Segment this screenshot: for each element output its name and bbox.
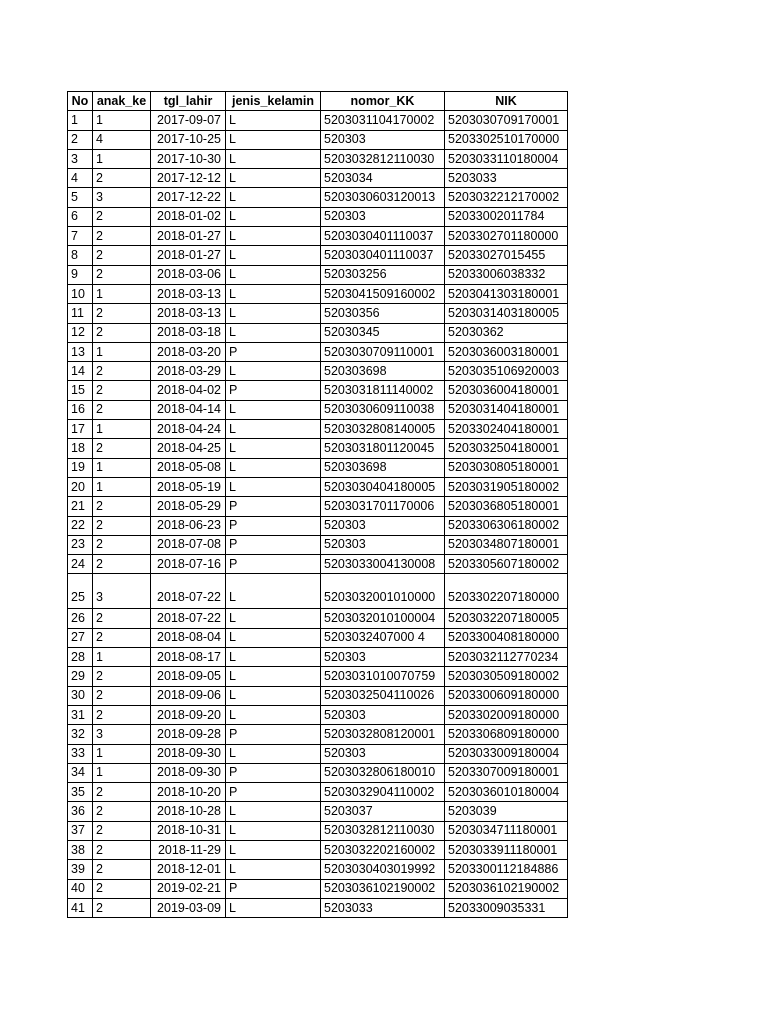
cell-nik: 5203300408180000 bbox=[445, 628, 568, 647]
cell-jenis-kelamin: L bbox=[226, 686, 321, 705]
cell-tgl-lahir: 2018-10-20 bbox=[151, 783, 226, 802]
cell-anak-ke: 2 bbox=[93, 439, 151, 458]
table-body bbox=[68, 111, 568, 918]
table-row bbox=[68, 686, 568, 705]
cell-no: 14 bbox=[68, 362, 93, 381]
cell-jenis-kelamin: L bbox=[226, 705, 321, 724]
table-row bbox=[68, 516, 568, 535]
cell-tgl-lahir: 2018-04-14 bbox=[151, 400, 226, 419]
cell-nomor-kk: 5203030609110038 bbox=[321, 400, 445, 419]
cell-nomor-kk: 5203032202160002 bbox=[321, 840, 445, 859]
cell-jenis-kelamin: L bbox=[226, 574, 321, 609]
cell-anak-ke: 2 bbox=[93, 821, 151, 840]
cell-nik: 5203033 bbox=[445, 169, 568, 188]
table-row bbox=[68, 609, 568, 628]
table-row bbox=[68, 648, 568, 667]
cell-tgl-lahir: 2018-03-13 bbox=[151, 284, 226, 303]
cell-tgl-lahir: 2018-07-22 bbox=[151, 574, 226, 609]
cell-no: 21 bbox=[68, 497, 93, 516]
cell-jenis-kelamin: L bbox=[226, 149, 321, 168]
cell-jenis-kelamin: L bbox=[226, 130, 321, 149]
cell-jenis-kelamin: L bbox=[226, 362, 321, 381]
cell-jenis-kelamin: L bbox=[226, 169, 321, 188]
cell-nomor-kk: 5203032407000 4 bbox=[321, 628, 445, 647]
cell-jenis-kelamin: L bbox=[226, 284, 321, 303]
table-row bbox=[68, 400, 568, 419]
table-row bbox=[68, 821, 568, 840]
cell-jenis-kelamin: L bbox=[226, 304, 321, 323]
cell-tgl-lahir: 2018-03-13 bbox=[151, 304, 226, 323]
cell-no: 25 bbox=[68, 574, 93, 609]
table-row bbox=[68, 725, 568, 744]
table-row bbox=[68, 342, 568, 361]
cell-anak-ke: 2 bbox=[93, 879, 151, 898]
cell-anak-ke: 2 bbox=[93, 400, 151, 419]
cell-anak-ke: 2 bbox=[93, 362, 151, 381]
cell-nomor-kk: 5203031701170006 bbox=[321, 497, 445, 516]
cell-nomor-kk: 520303 bbox=[321, 744, 445, 763]
cell-jenis-kelamin: L bbox=[226, 111, 321, 130]
cell-tgl-lahir: 2018-09-05 bbox=[151, 667, 226, 686]
cell-jenis-kelamin: P bbox=[226, 763, 321, 782]
cell-anak-ke: 2 bbox=[93, 783, 151, 802]
cell-no: 36 bbox=[68, 802, 93, 821]
col-header-anak-ke: anak_ke bbox=[93, 92, 151, 111]
cell-anak-ke: 2 bbox=[93, 898, 151, 917]
cell-nik: 5203036805180001 bbox=[445, 497, 568, 516]
cell-nik: 5203032504180001 bbox=[445, 439, 568, 458]
cell-no: 2 bbox=[68, 130, 93, 149]
cell-anak-ke: 1 bbox=[93, 420, 151, 439]
col-header-jenis-kelamin: jenis_kelamin bbox=[226, 92, 321, 111]
cell-nik: 5203302207180000 bbox=[445, 574, 568, 609]
cell-tgl-lahir: 2018-04-24 bbox=[151, 420, 226, 439]
cell-nomor-kk: 5203037 bbox=[321, 802, 445, 821]
table-row bbox=[68, 227, 568, 246]
table-row bbox=[68, 477, 568, 496]
cell-jenis-kelamin: L bbox=[226, 744, 321, 763]
cell-nomor-kk: 5203032001010000 bbox=[321, 574, 445, 609]
cell-tgl-lahir: 2019-02-21 bbox=[151, 879, 226, 898]
cell-no: 20 bbox=[68, 477, 93, 496]
cell-nik: 5203032207180005 bbox=[445, 609, 568, 628]
cell-no: 6 bbox=[68, 207, 93, 226]
cell-nomor-kk: 520303698 bbox=[321, 458, 445, 477]
cell-anak-ke: 2 bbox=[93, 860, 151, 879]
cell-nomor-kk: 5203030404180005 bbox=[321, 477, 445, 496]
cell-anak-ke: 2 bbox=[93, 381, 151, 400]
cell-nik: 5203034711180001 bbox=[445, 821, 568, 840]
cell-no: 26 bbox=[68, 609, 93, 628]
cell-nik: 52033006038332 bbox=[445, 265, 568, 284]
cell-tgl-lahir: 2018-08-04 bbox=[151, 628, 226, 647]
table-row bbox=[68, 169, 568, 188]
cell-tgl-lahir: 2018-11-29 bbox=[151, 840, 226, 859]
cell-anak-ke: 2 bbox=[93, 535, 151, 554]
cell-nik: 5203300112184886 bbox=[445, 860, 568, 879]
cell-tgl-lahir: 2018-08-17 bbox=[151, 648, 226, 667]
cell-tgl-lahir: 2018-05-19 bbox=[151, 477, 226, 496]
table-row bbox=[68, 420, 568, 439]
cell-nomor-kk: 5203032808140005 bbox=[321, 420, 445, 439]
cell-nomor-kk: 5203033 bbox=[321, 898, 445, 917]
cell-tgl-lahir: 2018-09-30 bbox=[151, 763, 226, 782]
cell-tgl-lahir: 2018-09-30 bbox=[151, 744, 226, 763]
table-row bbox=[68, 362, 568, 381]
cell-no: 33 bbox=[68, 744, 93, 763]
cell-jenis-kelamin: L bbox=[226, 860, 321, 879]
cell-anak-ke: 1 bbox=[93, 111, 151, 130]
cell-tgl-lahir: 2018-04-02 bbox=[151, 381, 226, 400]
cell-no: 13 bbox=[68, 342, 93, 361]
table-row bbox=[68, 898, 568, 917]
table-row bbox=[68, 840, 568, 859]
data-table bbox=[67, 91, 568, 918]
cell-nomor-kk: 520303 bbox=[321, 207, 445, 226]
cell-jenis-kelamin: L bbox=[226, 265, 321, 284]
cell-anak-ke: 1 bbox=[93, 648, 151, 667]
cell-anak-ke: 2 bbox=[93, 516, 151, 535]
cell-jenis-kelamin: L bbox=[226, 821, 321, 840]
cell-no: 18 bbox=[68, 439, 93, 458]
cell-no: 4 bbox=[68, 169, 93, 188]
cell-anak-ke: 2 bbox=[93, 555, 151, 574]
cell-no: 9 bbox=[68, 265, 93, 284]
cell-nomor-kk: 5203032806180010 bbox=[321, 763, 445, 782]
cell-nik: 5203030509180002 bbox=[445, 667, 568, 686]
cell-jenis-kelamin: L bbox=[226, 188, 321, 207]
cell-nik: 5203031403180005 bbox=[445, 304, 568, 323]
cell-anak-ke: 2 bbox=[93, 802, 151, 821]
cell-tgl-lahir: 2018-07-08 bbox=[151, 535, 226, 554]
cell-no: 37 bbox=[68, 821, 93, 840]
cell-jenis-kelamin: L bbox=[226, 667, 321, 686]
cell-nomor-kk: 52030345 bbox=[321, 323, 445, 342]
cell-nomor-kk: 5203031010070759 bbox=[321, 667, 445, 686]
table-row bbox=[68, 802, 568, 821]
cell-no: 1 bbox=[68, 111, 93, 130]
cell-nik: 5203041303180001 bbox=[445, 284, 568, 303]
cell-nik: 5203302009180000 bbox=[445, 705, 568, 724]
cell-no: 8 bbox=[68, 246, 93, 265]
cell-nomor-kk: 520303256 bbox=[321, 265, 445, 284]
cell-jenis-kelamin: L bbox=[226, 207, 321, 226]
cell-no: 5 bbox=[68, 188, 93, 207]
cell-jenis-kelamin: P bbox=[226, 879, 321, 898]
cell-no: 24 bbox=[68, 555, 93, 574]
table-row bbox=[68, 497, 568, 516]
cell-nik: 5203307009180001 bbox=[445, 763, 568, 782]
cell-jenis-kelamin: L bbox=[226, 400, 321, 419]
cell-nomor-kk: 5203034 bbox=[321, 169, 445, 188]
cell-anak-ke: 2 bbox=[93, 609, 151, 628]
cell-no: 38 bbox=[68, 840, 93, 859]
table-row bbox=[68, 439, 568, 458]
cell-no: 15 bbox=[68, 381, 93, 400]
cell-tgl-lahir: 2018-01-02 bbox=[151, 207, 226, 226]
cell-tgl-lahir: 2018-05-29 bbox=[151, 497, 226, 516]
table-row bbox=[68, 628, 568, 647]
cell-no: 3 bbox=[68, 149, 93, 168]
cell-tgl-lahir: 2018-09-06 bbox=[151, 686, 226, 705]
cell-jenis-kelamin: L bbox=[226, 439, 321, 458]
cell-anak-ke: 2 bbox=[93, 227, 151, 246]
cell-nomor-kk: 5203032808120001 bbox=[321, 725, 445, 744]
cell-tgl-lahir: 2018-06-23 bbox=[151, 516, 226, 535]
cell-jenis-kelamin: L bbox=[226, 840, 321, 859]
cell-no: 28 bbox=[68, 648, 93, 667]
table-row bbox=[68, 323, 568, 342]
cell-jenis-kelamin: P bbox=[226, 516, 321, 535]
cell-nomor-kk: 5203030603120013 bbox=[321, 188, 445, 207]
cell-nomor-kk: 520303 bbox=[321, 705, 445, 724]
cell-nomor-kk: 5203032812110030 bbox=[321, 821, 445, 840]
cell-tgl-lahir: 2017-10-25 bbox=[151, 130, 226, 149]
cell-nik: 5203036003180001 bbox=[445, 342, 568, 361]
cell-tgl-lahir: 2018-07-16 bbox=[151, 555, 226, 574]
cell-anak-ke: 1 bbox=[93, 744, 151, 763]
cell-jenis-kelamin: L bbox=[226, 802, 321, 821]
cell-nik: 5203033911180001 bbox=[445, 840, 568, 859]
cell-jenis-kelamin: L bbox=[226, 477, 321, 496]
table-row bbox=[68, 265, 568, 284]
table-row bbox=[68, 304, 568, 323]
cell-nik: 5203036010180004 bbox=[445, 783, 568, 802]
table-row bbox=[68, 879, 568, 898]
cell-anak-ke: 2 bbox=[93, 246, 151, 265]
cell-no: 30 bbox=[68, 686, 93, 705]
cell-jenis-kelamin: P bbox=[226, 535, 321, 554]
cell-nomor-kk: 5203031801120045 bbox=[321, 439, 445, 458]
cell-jenis-kelamin: P bbox=[226, 783, 321, 802]
cell-anak-ke: 3 bbox=[93, 725, 151, 744]
cell-nik: 5203302404180001 bbox=[445, 420, 568, 439]
cell-tgl-lahir: 2019-03-09 bbox=[151, 898, 226, 917]
cell-nik: 5203306809180000 bbox=[445, 725, 568, 744]
cell-tgl-lahir: 2018-01-27 bbox=[151, 246, 226, 265]
table-row bbox=[68, 149, 568, 168]
cell-anak-ke: 1 bbox=[93, 284, 151, 303]
cell-tgl-lahir: 2018-12-01 bbox=[151, 860, 226, 879]
cell-nik: 5203035106920003 bbox=[445, 362, 568, 381]
table-row bbox=[68, 783, 568, 802]
cell-nomor-kk: 520303 bbox=[321, 130, 445, 149]
cell-nik: 5203302510170000 bbox=[445, 130, 568, 149]
cell-anak-ke: 1 bbox=[93, 149, 151, 168]
cell-anak-ke: 1 bbox=[93, 477, 151, 496]
cell-tgl-lahir: 2018-07-22 bbox=[151, 609, 226, 628]
table-row bbox=[68, 130, 568, 149]
cell-anak-ke: 2 bbox=[93, 497, 151, 516]
cell-anak-ke: 4 bbox=[93, 130, 151, 149]
col-header-nomor-kk: nomor_KK bbox=[321, 92, 445, 111]
table-row bbox=[68, 667, 568, 686]
cell-jenis-kelamin: P bbox=[226, 342, 321, 361]
cell-no: 12 bbox=[68, 323, 93, 342]
table-row bbox=[68, 458, 568, 477]
col-header-tgl-lahir: tgl_lahir bbox=[151, 92, 226, 111]
cell-nomor-kk: 5203032812110030 bbox=[321, 149, 445, 168]
cell-nomor-kk: 5203041509160002 bbox=[321, 284, 445, 303]
cell-nik: 52033027015455 bbox=[445, 246, 568, 265]
cell-nomor-kk: 520303698 bbox=[321, 362, 445, 381]
table-row bbox=[68, 284, 568, 303]
cell-nik: 52030362 bbox=[445, 323, 568, 342]
cell-nomor-kk: 5203033004130008 bbox=[321, 555, 445, 574]
cell-anak-ke: 2 bbox=[93, 628, 151, 647]
cell-nik: 52033009035331 bbox=[445, 898, 568, 917]
cell-no: 7 bbox=[68, 227, 93, 246]
cell-anak-ke: 2 bbox=[93, 840, 151, 859]
table-row bbox=[68, 381, 568, 400]
table-row bbox=[68, 705, 568, 724]
cell-nomor-kk: 520303 bbox=[321, 648, 445, 667]
cell-nik: 5203030709170001 bbox=[445, 111, 568, 130]
table-row bbox=[68, 763, 568, 782]
table-row bbox=[68, 574, 568, 609]
col-header-nik: NIK bbox=[445, 92, 568, 111]
cell-nomor-kk: 5203036102190002 bbox=[321, 879, 445, 898]
cell-nik: 5203032212170002 bbox=[445, 188, 568, 207]
cell-jenis-kelamin: L bbox=[226, 648, 321, 667]
cell-nomor-kk: 520303 bbox=[321, 535, 445, 554]
cell-anak-ke: 1 bbox=[93, 342, 151, 361]
cell-anak-ke: 3 bbox=[93, 574, 151, 609]
cell-no: 39 bbox=[68, 860, 93, 879]
cell-nomor-kk: 5203031811140002 bbox=[321, 381, 445, 400]
cell-jenis-kelamin: L bbox=[226, 420, 321, 439]
cell-jenis-kelamin: L bbox=[226, 898, 321, 917]
cell-no: 29 bbox=[68, 667, 93, 686]
cell-nomor-kk: 520303 bbox=[321, 516, 445, 535]
cell-no: 17 bbox=[68, 420, 93, 439]
cell-nomor-kk: 5203032904110002 bbox=[321, 783, 445, 802]
cell-anak-ke: 1 bbox=[93, 763, 151, 782]
cell-no: 19 bbox=[68, 458, 93, 477]
cell-nomor-kk: 5203032504110026 bbox=[321, 686, 445, 705]
table-row bbox=[68, 535, 568, 554]
cell-jenis-kelamin: P bbox=[226, 725, 321, 744]
cell-jenis-kelamin: L bbox=[226, 323, 321, 342]
cell-tgl-lahir: 2018-09-28 bbox=[151, 725, 226, 744]
cell-jenis-kelamin: P bbox=[226, 555, 321, 574]
cell-no: 31 bbox=[68, 705, 93, 724]
cell-no: 22 bbox=[68, 516, 93, 535]
cell-no: 40 bbox=[68, 879, 93, 898]
cell-anak-ke: 1 bbox=[93, 458, 151, 477]
cell-nik: 52033002011784 bbox=[445, 207, 568, 226]
cell-nik: 5203034807180001 bbox=[445, 535, 568, 554]
cell-nik: 5203031404180001 bbox=[445, 400, 568, 419]
cell-tgl-lahir: 2017-12-12 bbox=[151, 169, 226, 188]
cell-anak-ke: 2 bbox=[93, 207, 151, 226]
cell-no: 27 bbox=[68, 628, 93, 647]
cell-nik: 5203300609180000 bbox=[445, 686, 568, 705]
table-row bbox=[68, 860, 568, 879]
cell-nik: 5203036102190002 bbox=[445, 879, 568, 898]
cell-tgl-lahir: 2018-03-29 bbox=[151, 362, 226, 381]
table-row bbox=[68, 188, 568, 207]
cell-nomor-kk: 5203030401110037 bbox=[321, 246, 445, 265]
cell-jenis-kelamin: L bbox=[226, 246, 321, 265]
cell-tgl-lahir: 2018-04-25 bbox=[151, 439, 226, 458]
cell-nik: 5203031905180002 bbox=[445, 477, 568, 496]
cell-no: 10 bbox=[68, 284, 93, 303]
cell-jenis-kelamin: L bbox=[226, 628, 321, 647]
cell-nik: 5203036004180001 bbox=[445, 381, 568, 400]
cell-nomor-kk: 5203030709110001 bbox=[321, 342, 445, 361]
cell-anak-ke: 2 bbox=[93, 169, 151, 188]
cell-jenis-kelamin: L bbox=[226, 227, 321, 246]
cell-tgl-lahir: 2018-03-06 bbox=[151, 265, 226, 284]
cell-no: 35 bbox=[68, 783, 93, 802]
col-header-no: No bbox=[68, 92, 93, 111]
table-row bbox=[68, 207, 568, 226]
cell-jenis-kelamin: L bbox=[226, 609, 321, 628]
cell-tgl-lahir: 2018-03-20 bbox=[151, 342, 226, 361]
table-row bbox=[68, 246, 568, 265]
cell-jenis-kelamin: P bbox=[226, 381, 321, 400]
cell-nik: 5203039 bbox=[445, 802, 568, 821]
cell-jenis-kelamin: P bbox=[226, 497, 321, 516]
cell-anak-ke: 2 bbox=[93, 265, 151, 284]
cell-nomor-kk: 5203030401110037 bbox=[321, 227, 445, 246]
cell-no: 34 bbox=[68, 763, 93, 782]
cell-tgl-lahir: 2018-05-08 bbox=[151, 458, 226, 477]
cell-no: 11 bbox=[68, 304, 93, 323]
cell-nik: 5203306306180002 bbox=[445, 516, 568, 535]
cell-tgl-lahir: 2017-10-30 bbox=[151, 149, 226, 168]
cell-nomor-kk: 52030356 bbox=[321, 304, 445, 323]
cell-anak-ke: 2 bbox=[93, 705, 151, 724]
cell-tgl-lahir: 2018-10-31 bbox=[151, 821, 226, 840]
table-row bbox=[68, 744, 568, 763]
cell-tgl-lahir: 2018-10-28 bbox=[151, 802, 226, 821]
header-row bbox=[68, 92, 568, 111]
table-row bbox=[68, 555, 568, 574]
cell-tgl-lahir: 2017-09-07 bbox=[151, 111, 226, 130]
cell-nik: 5203302701180000 bbox=[445, 227, 568, 246]
table-row bbox=[68, 111, 568, 130]
cell-tgl-lahir: 2018-03-18 bbox=[151, 323, 226, 342]
cell-no: 41 bbox=[68, 898, 93, 917]
cell-no: 16 bbox=[68, 400, 93, 419]
cell-nomor-kk: 5203031104170002 bbox=[321, 111, 445, 130]
cell-anak-ke: 3 bbox=[93, 188, 151, 207]
cell-nik: 5203030805180001 bbox=[445, 458, 568, 477]
cell-jenis-kelamin: L bbox=[226, 458, 321, 477]
cell-anak-ke: 2 bbox=[93, 304, 151, 323]
cell-tgl-lahir: 2018-09-20 bbox=[151, 705, 226, 724]
cell-nik: 5203033110180004 bbox=[445, 149, 568, 168]
cell-anak-ke: 2 bbox=[93, 686, 151, 705]
cell-no: 23 bbox=[68, 535, 93, 554]
cell-tgl-lahir: 2018-01-27 bbox=[151, 227, 226, 246]
cell-nik: 5203305607180002 bbox=[445, 555, 568, 574]
cell-anak-ke: 2 bbox=[93, 323, 151, 342]
cell-anak-ke: 2 bbox=[93, 667, 151, 686]
cell-nik: 5203033009180004 bbox=[445, 744, 568, 763]
cell-nik: 5203032112770234 bbox=[445, 648, 568, 667]
cell-no: 32 bbox=[68, 725, 93, 744]
cell-tgl-lahir: 2017-12-22 bbox=[151, 188, 226, 207]
cell-nomor-kk: 5203032010100004 bbox=[321, 609, 445, 628]
cell-nomor-kk: 5203030403019992 bbox=[321, 860, 445, 879]
